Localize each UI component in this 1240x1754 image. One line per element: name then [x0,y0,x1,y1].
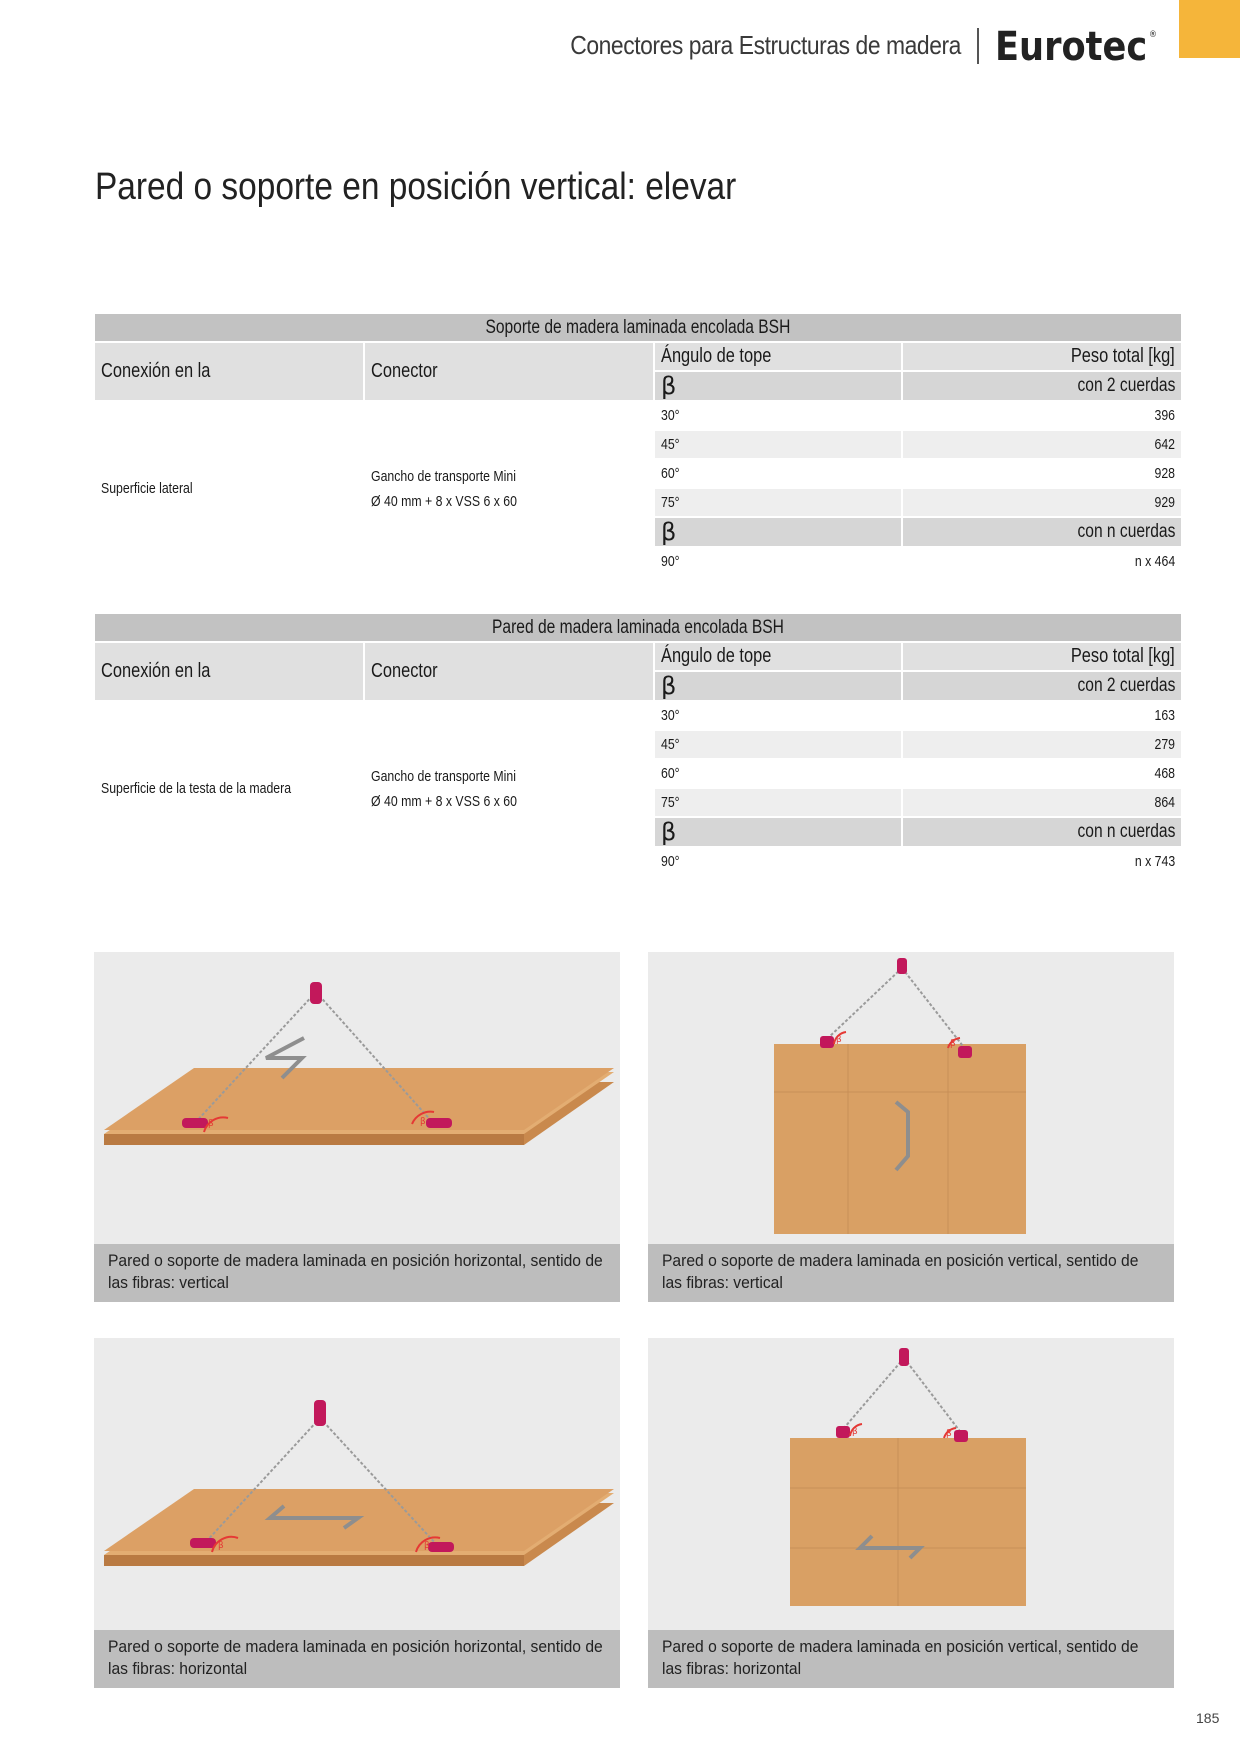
angle-label: β [218,1541,224,1551]
angle-cell: 45° [654,430,902,459]
col-connection: Conexión en la [94,642,364,701]
n-ropes-label: con n cuerdas [902,517,1182,547]
lifting-illustration [94,952,620,1244]
lifting-illustration [648,1338,1174,1630]
figure-horizontal-fibers-horizontal [94,1338,620,1688]
two-ropes-label: con 2 cuerdas [902,371,1182,401]
chapter-tab [1179,0,1240,58]
beta-symbol: β [654,671,902,701]
col-connector: Conector [364,342,654,401]
col-weight: Peso total [kg] [902,642,1182,671]
angle-label: β [950,1039,956,1049]
weight-cell: 279 [902,730,1182,759]
table-pared [93,612,1183,877]
angle-cell: 45° [654,730,902,759]
weight-cell: 864 [902,788,1182,817]
angle-cell: 60° [654,459,902,488]
table-soporte [93,312,1183,577]
angle-label: β [946,1429,952,1439]
n-ropes-label: con n cuerdas [902,817,1182,847]
eurotec-logo [995,24,1155,70]
weight-cell: 928 [902,459,1182,488]
weight-cell: 163 [902,701,1182,730]
angle-label: β [424,1541,430,1551]
logo-text: Eurotec [995,24,1148,70]
weight-cell: n x 464 [902,547,1182,576]
connection-value: Superficie de la testa de la madera [94,701,364,876]
connector-value: Gancho de transporte Mini Ø 40 mm + 8 x VSS 6 x 60 [364,401,654,576]
two-ropes-label: con 2 cuerdas [902,671,1182,701]
lifting-illustration [648,952,1174,1244]
figure-caption: Pared o soporte de madera laminada en posición horizontal, sentido de las fibras: horizontal [94,1630,620,1688]
beta-symbol: β [654,817,902,847]
figure-vertical-fibers-horizontal [648,1338,1174,1688]
page-number: 185 [1196,1710,1220,1726]
figure-caption: Pared o soporte de madera laminada en posición vertical, sentido de las fibras: vertical [648,1244,1174,1302]
angle-cell: 30° [654,401,902,430]
header-title: Conectores para Estructuras de madera [570,30,961,60]
figure-vertical-fibers-vertical [648,952,1174,1302]
angle-cell: 75° [654,788,902,817]
header-separator [977,28,979,64]
figure-caption: Pared o soporte de madera laminada en posición vertical, sentido de las fibras: horizontal [648,1630,1174,1688]
figure-caption: Pared o soporte de madera laminada en posición horizontal, sentido de las fibras: vertical [94,1244,620,1302]
col-weight: Peso total [kg] [902,342,1182,371]
angle-label: β [836,1035,842,1045]
connector-value: Gancho de transporte Mini Ø 40 mm + 8 x VSS 6 x 60 [364,701,654,876]
weight-cell: 929 [902,488,1182,517]
beta-symbol: β [654,517,902,547]
col-angle: Ángulo de tope [654,642,902,671]
registered-mark: ® [1148,30,1157,40]
beta-symbol: β [654,371,902,401]
angle-label: β [420,1117,426,1127]
angle-label: β [208,1119,214,1129]
angle-cell: 60° [654,759,902,788]
angle-cell: 30° [654,701,902,730]
lifting-illustration [94,1338,620,1630]
col-angle: Ángulo de tope [654,342,902,371]
table-heading: Soporte de madera laminada encolada BSH [94,313,1182,342]
angle-cell: 90° [654,547,902,576]
connection-value: Superficie lateral [94,401,364,576]
figure-horizontal-fibers-vertical [94,952,620,1302]
page-title: Pared o soporte en posición vertical: elevar [95,166,737,208]
angle-label: β [852,1427,858,1437]
weight-cell: 396 [902,401,1182,430]
weight-cell: n x 743 [902,847,1182,876]
weight-cell: 468 [902,759,1182,788]
angle-cell: 90° [654,847,902,876]
weight-cell: 642 [902,430,1182,459]
angle-cell: 75° [654,488,902,517]
table-heading: Pared de madera laminada encolada BSH [94,613,1182,642]
col-connection: Conexión en la [94,342,364,401]
col-connector: Conector [364,642,654,701]
